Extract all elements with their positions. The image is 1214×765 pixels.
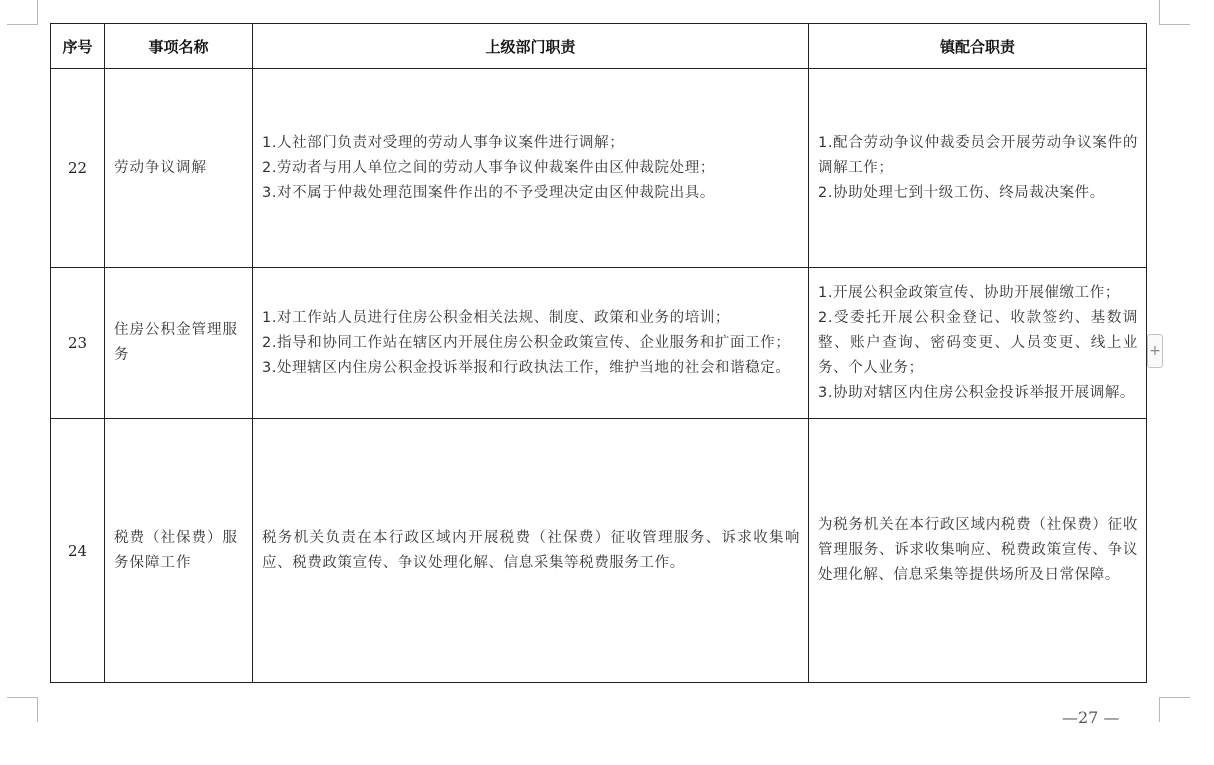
crop-mark-bottom-left [7,697,38,722]
row-town-duty [809,69,1147,268]
header-town-duty: 镇配合职责 [809,24,1147,69]
duty-line: 1.开展公积金政策宣传、协助开展催缴工作； [818,284,1120,301]
table-row [51,419,1147,683]
duty-table [50,23,1147,683]
header-upper-duty: 上级部门职责 [253,24,809,69]
duty-line: 2.受委托开展公积金登记、收款签约、基数调整、账户查询、密码变更、人员变更、线上业务、个人业务； [818,309,1138,376]
duty-line: 3.协助对辖区内住房公积金投诉举报开展调解。 [818,384,1136,401]
row-town-duty [809,419,1147,683]
duty-line: 2.指导和协同工作站在辖区内开展住房公积金政策宣传、企业服务和扩面工作； [262,334,791,351]
duty-line: 1.人社部门负责对受理的劳动人事争议案件进行调解； [262,134,625,151]
row-num: 24 [51,419,105,683]
row-town-duty [809,268,1147,419]
row-item-name: 住房公积金管理服务 [105,268,253,419]
row-upper-duty [253,268,809,419]
duty-line: 税务机关负责在本行政区域内开展税费（社保费）征收管理服务、诉求收集响应、税费政策宣传、争议处理化解、信息采集等税费服务工作。 [262,529,800,571]
row-item-name: 劳动争议调解 [105,69,253,268]
duty-line: 3.对不属于仲裁处理范围案件作出的不予受理决定由区仲裁院出具。 [262,184,715,201]
duty-line: 1.对工作站人员进行住房公积金相关法规、制度、政策和业务的培训； [262,309,731,326]
crop-mark-top-right [1159,0,1190,25]
header-num: 序号 [51,24,105,69]
duty-line: 2.协助处理七到十级工伤、终局裁决案件。 [818,184,1105,201]
duty-line: 2.劳动者与用人单位之间的劳动人事争议仲裁案件由区仲裁院处理； [262,159,715,176]
row-num: 22 [51,69,105,268]
table-row [51,268,1147,419]
row-num: 23 [51,268,105,419]
duty-line: 为税务机关在本行政区域内税费（社保费）征收管理服务、诉求收集响应、税费政策宣传、争议处理化解、信息采集等提供场所及日常保障。 [818,517,1138,583]
crop-mark-bottom-right [1159,697,1190,722]
page-number: —27 — [1062,708,1120,727]
expand-plus-button[interactable]: + [1147,334,1163,368]
duty-line: 1.配合劳动争议仲裁委员会开展劳动争议案件的调解工作； [818,134,1138,176]
row-item-name: 税费（社保费）服务保障工作 [105,419,253,683]
crop-mark-top-left [7,0,38,25]
duty-line: 3.处理辖区内住房公积金投诉举报和行政执法工作，维护当地的社会和谐稳定。 [262,359,791,376]
table-row [51,69,1147,268]
row-upper-duty [253,419,809,683]
row-upper-duty [253,69,809,268]
header-name: 事项名称 [105,24,253,69]
table-header-row [51,24,1147,69]
